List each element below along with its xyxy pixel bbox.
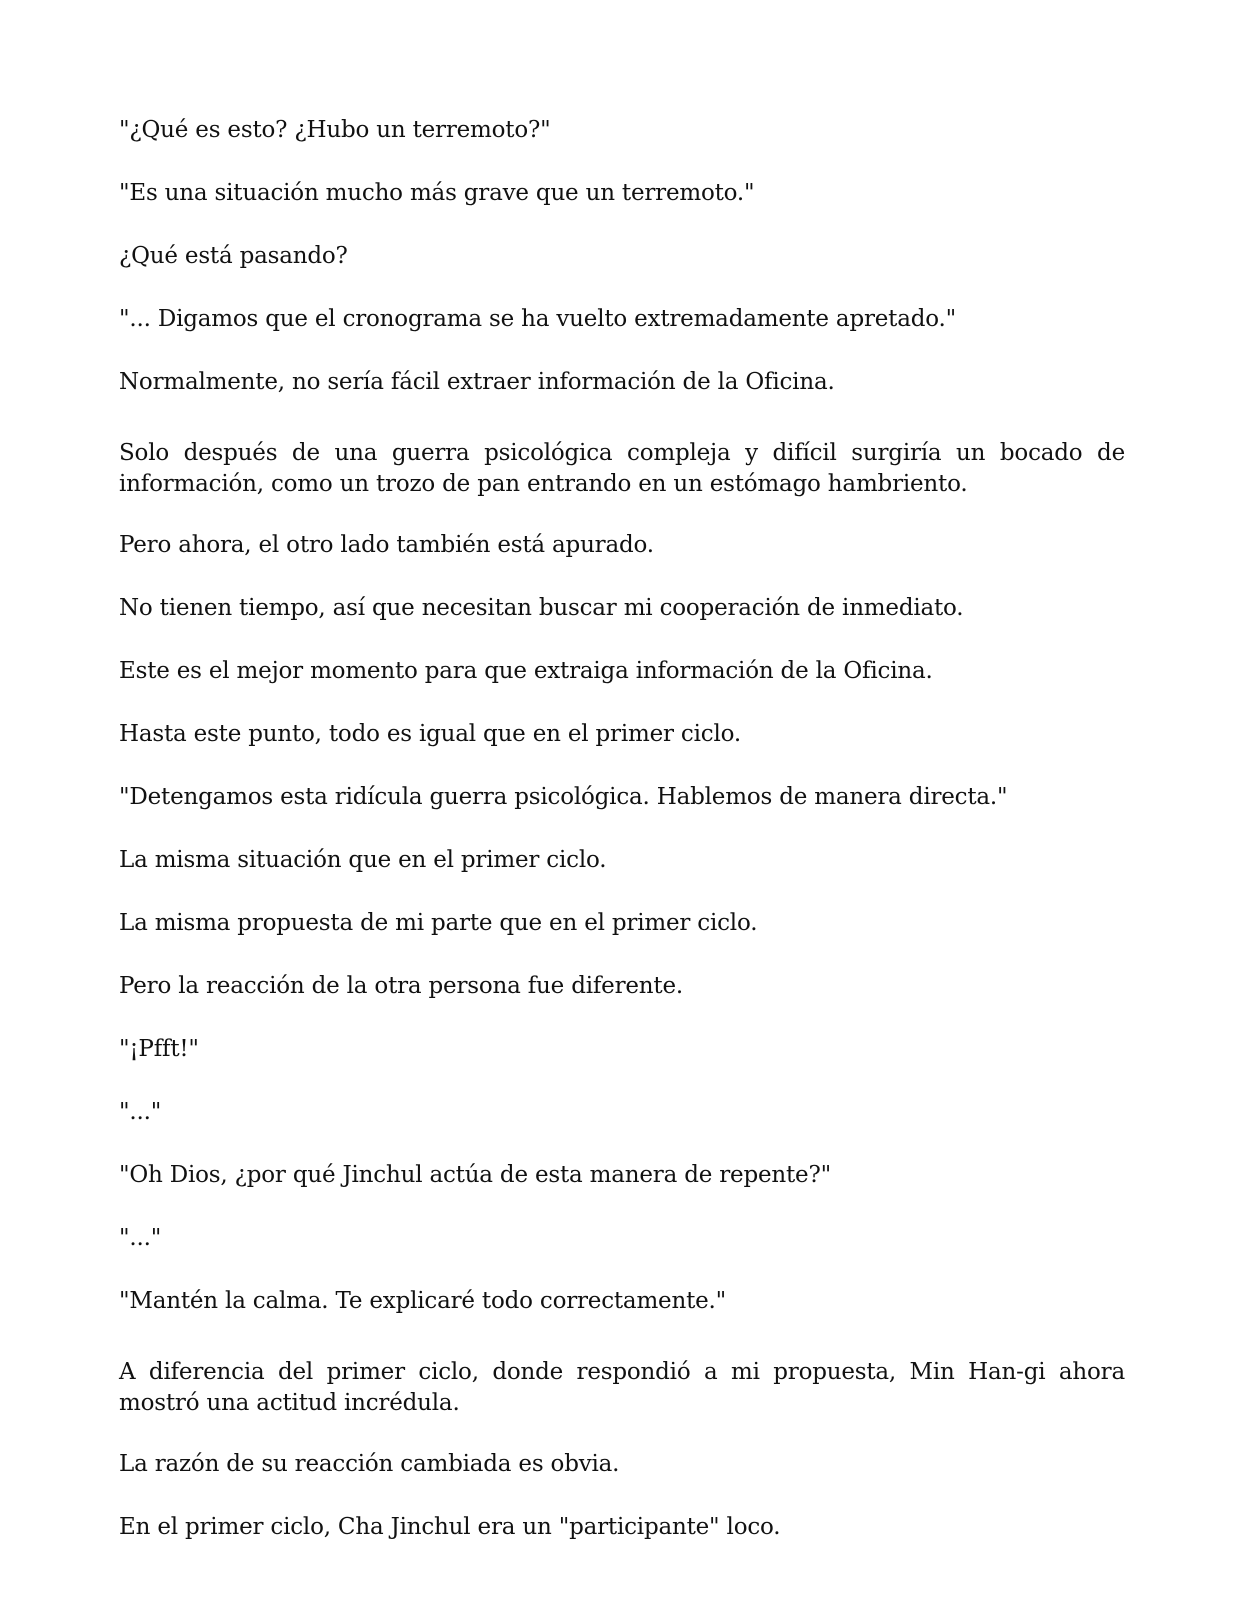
paragraph-11: "Detengamos esta ridícula guerra psicológica. Hablemos de manera directa." bbox=[119, 784, 1008, 810]
paragraph-9: Este es el mejor momento para que extraiga información de la Oficina. bbox=[119, 658, 933, 684]
paragraph-18: "..." bbox=[119, 1225, 162, 1251]
paragraph-3: ¿Qué está pasando? bbox=[119, 243, 348, 269]
paragraph-1: "¿Qué es esto? ¿Hubo un terremoto?" bbox=[119, 117, 551, 143]
paragraph-2: "Es una situación mucho más grave que un terremoto." bbox=[119, 180, 755, 206]
paragraph-8: No tienen tiempo, así que necesitan buscar mi cooperación de inmediato. bbox=[119, 595, 964, 621]
paragraph-4: "... Digamos que el cronograma se ha vuelto extremadamente apretado." bbox=[119, 306, 956, 332]
paragraph-20: A diferencia del primer ciclo, donde respondió a mi propuesta, Min Han-gi ahora mostró una actitud incrédula. bbox=[119, 1359, 1125, 1416]
paragraph-10: Hasta este punto, todo es igual que en el primer ciclo. bbox=[119, 721, 741, 747]
paragraph-14: Pero la reacción de la otra persona fue diferente. bbox=[119, 973, 683, 999]
paragraph-21: La razón de su reacción cambiada es obvia. bbox=[119, 1451, 620, 1477]
paragraph-15: "¡Pfft!" bbox=[119, 1036, 199, 1062]
paragraph-13: La misma propuesta de mi parte que en el primer ciclo. bbox=[119, 910, 758, 936]
paragraph-19: "Mantén la calma. Te explicaré todo correctamente." bbox=[119, 1288, 727, 1314]
paragraph-7: Pero ahora, el otro lado también está apurado. bbox=[119, 532, 654, 558]
paragraph-22: En el primer ciclo, Cha Jinchul era un "participante" loco. bbox=[119, 1514, 781, 1540]
paragraph-17: "Oh Dios, ¿por qué Jinchul actúa de esta manera de repente?" bbox=[119, 1162, 831, 1188]
paragraph-16: "..." bbox=[119, 1099, 162, 1125]
paragraph-6: Solo después de una guerra psicológica compleja y difícil surgiría un bocado de información, como un trozo de pan entrando en un estómago hambriento. bbox=[119, 440, 1125, 497]
paragraph-12: La misma situación que en el primer ciclo. bbox=[119, 847, 607, 873]
paragraph-5: Normalmente, no sería fácil extraer información de la Oficina. bbox=[119, 369, 835, 395]
